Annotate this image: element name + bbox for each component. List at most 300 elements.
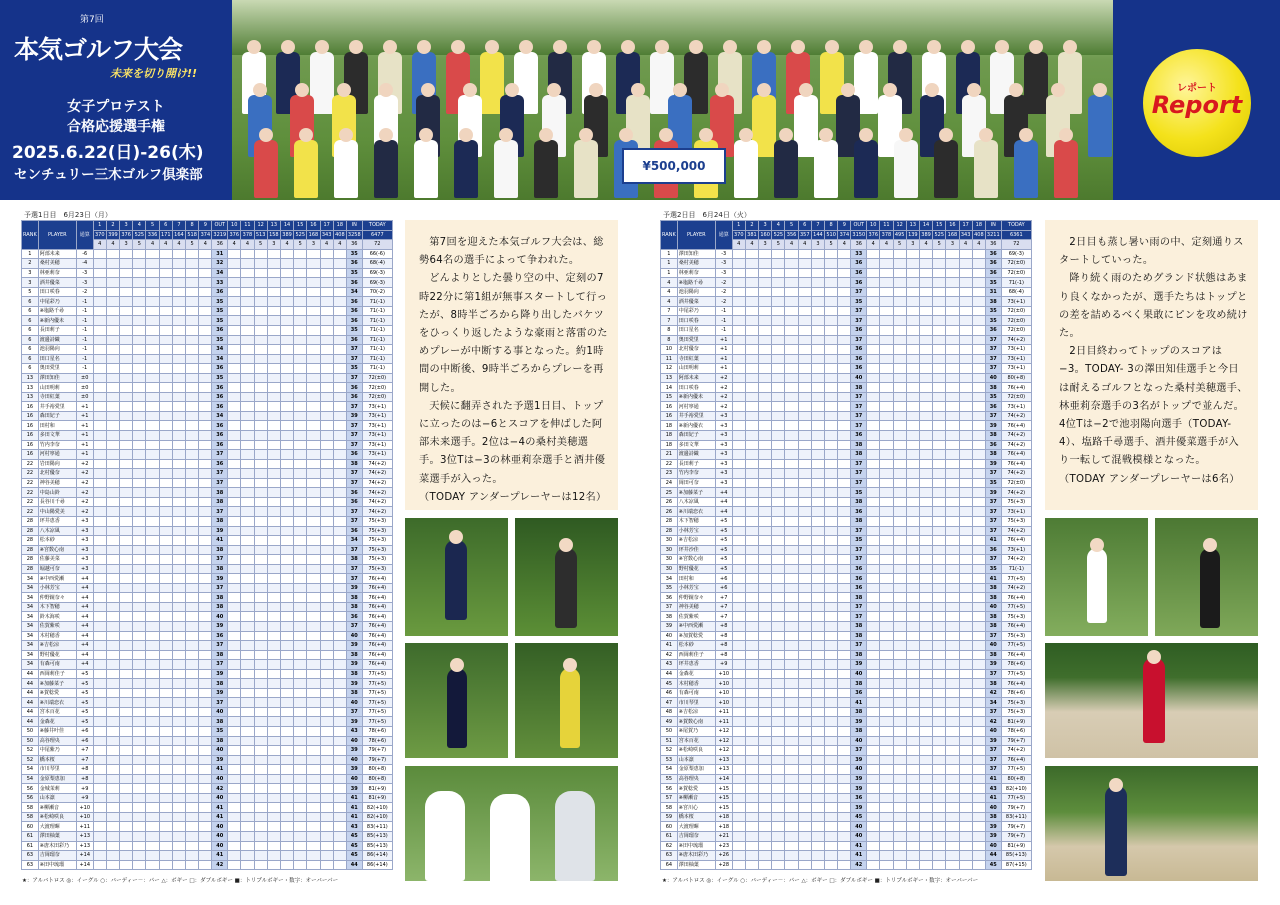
table-cell [880,803,893,813]
table-cell [759,450,772,460]
table-cell [732,345,745,355]
table-cell [320,383,333,393]
table-cell: 40 [212,793,228,803]
table-cell [825,507,838,517]
score-row [22,707,393,717]
table-cell [106,583,119,593]
table-cell [199,411,212,421]
table-cell: 5 [254,240,267,250]
table-cell: 374 [200,231,211,238]
table-cell [146,784,159,794]
table-cell: ※唐木田彩乃 [677,851,715,861]
table-cell [120,774,133,784]
table-cell: 43 [661,660,678,670]
table-cell [241,431,254,441]
table-cell: 金原梨恵加 [677,765,715,775]
player-head [961,40,975,54]
table-cell: +5 [76,717,93,727]
table-cell [241,679,254,689]
table-cell [745,316,758,326]
table-cell: IN [985,221,1001,231]
table-cell [133,516,146,526]
table-cell: 41 [212,812,228,822]
table-cell [972,774,985,784]
table-cell [133,555,146,565]
player-header: PLAYER [38,221,76,250]
player-head [883,83,897,97]
table-cell [959,602,972,612]
table-cell [280,851,293,861]
table-cell: 71(-1) [362,297,392,307]
table-cell [241,593,254,603]
table-cell: 36 [985,240,1001,250]
table-cell [146,345,159,355]
table-cell [199,383,212,393]
table-cell [759,660,772,670]
table-cell [906,421,919,431]
table-cell [838,249,851,259]
table-cell [785,431,798,441]
table-cell: 市川琴里 [38,765,76,775]
table-cell [307,411,320,421]
table-cell: 75(+3) [362,516,392,526]
table-cell [838,860,851,870]
table-cell [880,421,893,431]
table-cell [241,726,254,736]
table-cell: +2 [76,507,93,517]
table-cell [254,287,267,297]
table-cell [241,536,254,546]
table-cell [254,688,267,698]
table-cell [759,354,772,364]
table-cell [254,746,267,756]
table-cell [933,669,946,679]
table-cell [106,259,119,269]
table-cell [146,621,159,631]
table-cell [732,832,745,842]
table-cell [241,440,254,450]
table-cell [294,421,307,431]
score-row [22,373,393,383]
player-head [1029,40,1043,54]
table-cell [159,746,172,756]
table-cell: 9 [199,221,212,231]
table-cell [759,774,772,784]
table-cell [133,345,146,355]
table-cell [745,803,758,813]
table-cell [267,411,280,421]
table-cell [838,574,851,584]
table-cell [106,268,119,278]
table-cell [745,574,758,584]
table-cell [946,392,959,402]
table-cell [294,803,307,813]
table-cell [798,326,811,336]
table-cell [893,364,906,374]
player-figure [574,140,598,198]
table-cell: 12 [254,221,267,231]
table-cell [785,259,798,269]
table-cell [933,822,946,832]
logo-title: 本気ゴルフ大会 [14,35,183,64]
table-cell [798,679,811,689]
table-cell [946,851,959,861]
table-cell [838,507,851,517]
table-cell [120,755,133,765]
table-cell [880,832,893,842]
table-cell [745,545,758,555]
table-cell [893,650,906,660]
table-cell: 73(+1) [362,402,392,412]
table-cell [120,851,133,861]
table-cell [893,612,906,622]
table-cell [254,297,267,307]
table-cell [172,717,185,727]
table-cell [867,717,880,727]
table-cell: 39 [985,822,1001,832]
table-cell [867,373,880,383]
table-cell [333,278,346,288]
table-cell [825,249,838,259]
table-cell [959,851,972,861]
table-cell [172,469,185,479]
table-cell [867,354,880,364]
table-cell [186,268,199,278]
table-cell: 389 [921,231,931,238]
table-cell: 39 [661,621,678,631]
table-cell [972,287,985,297]
table-cell [759,621,772,631]
table-cell [893,402,906,412]
table-cell [267,612,280,622]
table-cell [146,497,159,507]
table-cell [307,574,320,584]
table-cell [972,545,985,555]
player-head [253,83,267,97]
table-cell [772,278,785,288]
table-cell [798,297,811,307]
table-cell [172,746,185,756]
table-cell [199,306,212,316]
score-row [22,793,393,803]
table-cell [893,316,906,326]
table-cell [838,698,851,708]
table-cell: 30 [661,545,678,555]
table-cell [106,249,119,259]
table-cell: ※新内優未 [677,392,715,402]
table-cell [880,488,893,498]
table-cell [785,631,798,641]
score-row [22,526,393,536]
table-cell [333,669,346,679]
table-cell [320,488,333,498]
table-cell: 381 [747,231,757,238]
table-cell [146,660,159,670]
table-cell [772,574,785,584]
table-cell: 79(+7) [362,746,392,756]
table-cell [946,478,959,488]
table-cell [333,612,346,622]
table-cell [972,249,985,259]
day1-article [405,220,618,510]
table-cell [106,516,119,526]
table-cell [772,698,785,708]
table-cell [267,774,280,784]
table-cell: 71(-1) [1001,564,1031,574]
table-cell: 37 [661,602,678,612]
table-cell [759,488,772,498]
table-cell [199,335,212,345]
table-cell: 72 [1001,240,1031,250]
table-cell [280,803,293,813]
table-cell [93,278,106,288]
table-cell [199,469,212,479]
table-cell [186,583,199,593]
table-cell [759,478,772,488]
table-cell [745,755,758,765]
table-cell [798,841,811,851]
table-cell: 79(+7) [1001,832,1031,842]
player-figure [974,140,998,198]
score-row [661,431,1032,441]
table-cell [159,774,172,784]
table-cell [294,411,307,421]
table-cell [186,602,199,612]
table-cell [307,431,320,441]
table-cell [732,793,745,803]
table-cell [307,746,320,756]
table-cell [159,574,172,584]
table-cell [320,469,333,479]
table-cell [893,698,906,708]
table-cell: 525 [134,231,145,238]
table-cell: +11 [76,822,93,832]
table-cell [732,469,745,479]
table-cell [880,316,893,326]
table-cell [320,765,333,775]
score-row [22,812,393,822]
table-cell [320,555,333,565]
table-cell [333,316,346,326]
table-cell [120,679,133,689]
table-cell [133,316,146,326]
table-cell [906,278,919,288]
table-cell: 80(+8) [1001,774,1031,784]
table-cell: +13 [76,841,93,851]
table-cell [254,774,267,784]
table-cell [159,812,172,822]
table-cell [745,536,758,546]
player-figure [294,140,318,198]
table-cell [785,249,798,259]
table-cell [146,545,159,555]
table-cell [838,478,851,488]
table-cell [906,736,919,746]
table-cell [254,583,267,593]
table-cell: 38 [212,497,228,507]
table-cell [893,832,906,842]
table-cell [838,316,851,326]
table-cell [893,593,906,603]
table-cell [254,574,267,584]
table-cell [294,488,307,498]
score-row [22,345,393,355]
table-cell: 55 [661,774,678,784]
table-cell [933,841,946,851]
table-cell: +1 [76,411,93,421]
table-cell: -2 [76,287,93,297]
table-cell [133,545,146,555]
table-cell [946,650,959,660]
table-cell [893,841,906,851]
table-cell [159,402,172,412]
table-cell [106,450,119,460]
table-cell [906,822,919,832]
table-cell [146,516,159,526]
table-cell [972,345,985,355]
table-cell [759,373,772,383]
table-cell [933,612,946,622]
table-cell [880,669,893,679]
table-cell [906,497,919,507]
table-cell: 56 [22,793,39,803]
table-cell [906,841,919,851]
table-cell: 宮本百花 [677,736,715,746]
table-cell [838,650,851,660]
table-cell [172,602,185,612]
table-cell: 3 [946,240,959,250]
table-cell: 54 [22,765,39,775]
table-cell: +10 [715,688,732,698]
player-photo [1045,766,1258,881]
score-row [661,326,1032,336]
table-cell: 76(+4) [362,612,392,622]
table-cell [880,392,893,402]
table-cell [906,860,919,870]
table-cell [267,698,280,708]
table-cell: 中島山鈴 [38,488,76,498]
table-cell [785,621,798,631]
table-cell: +6 [715,574,732,584]
table-cell [241,631,254,641]
table-cell [186,297,199,307]
table-cell [186,440,199,450]
table-cell [906,268,919,278]
table-cell [825,602,838,612]
table-cell [172,354,185,364]
table-cell: +10 [715,679,732,689]
table-cell [320,268,333,278]
score-row [661,297,1032,307]
table-cell: 吉岡瑠奈 [38,851,76,861]
table-cell [838,497,851,507]
table-cell [320,851,333,861]
table-cell [333,746,346,756]
table-cell: 75(+3) [362,526,392,536]
table-cell: 34 [346,536,362,546]
table-cell [880,326,893,336]
table-cell [919,326,932,336]
table-cell [146,469,159,479]
table-cell [893,707,906,717]
table-cell [867,812,880,822]
table-cell: 43 [985,784,1001,794]
table-cell [172,249,185,259]
table-cell [906,698,919,708]
score-row [22,755,393,765]
table-cell [798,851,811,861]
table-cell [159,612,172,622]
table-cell: 39 [212,688,228,698]
table-cell: 336 [147,231,158,238]
table-cell: 40 [985,803,1001,813]
player-figure [734,140,758,198]
table-cell: -1 [715,316,732,326]
table-cell [241,774,254,784]
table-cell [186,669,199,679]
table-cell [186,631,199,641]
table-cell [772,822,785,832]
table-cell [106,354,119,364]
table-cell [759,717,772,727]
table-cell [785,803,798,813]
table-cell [811,851,824,861]
table-cell: 澤田柚葉 [677,860,715,870]
table-cell [919,679,932,689]
table-cell [186,345,199,355]
table-cell [120,478,133,488]
table-cell: 36 [212,421,228,431]
table-cell [186,641,199,651]
table-cell [867,631,880,641]
table-cell: 39 [851,803,867,813]
table-cell [133,621,146,631]
table-cell: 中尾彩乃 [677,306,715,316]
table-cell [241,841,254,851]
table-cell [159,306,172,316]
table-cell [159,249,172,259]
table-cell: 36 [985,326,1001,336]
table-cell [811,812,824,822]
table-cell [120,746,133,756]
table-cell: 2 [106,221,119,231]
table-cell [254,536,267,546]
table-cell [333,784,346,794]
table-cell [333,421,346,431]
table-cell: 37 [985,507,1001,517]
table-cell: 36 [985,249,1001,259]
table-cell [254,497,267,507]
player-head [505,83,519,97]
table-cell [106,832,119,842]
table-cell [133,402,146,412]
table-cell [946,516,959,526]
table-cell [120,440,133,450]
table-cell: 37 [346,564,362,574]
table-cell [959,812,972,822]
table-cell [798,268,811,278]
table-cell [785,583,798,593]
table-cell [972,431,985,441]
table-cell [772,469,785,479]
table-cell [798,392,811,402]
table-cell [280,383,293,393]
score-row [661,602,1032,612]
table-cell: 376 [868,231,878,238]
table-cell [825,545,838,555]
table-cell [772,316,785,326]
table-cell [294,841,307,851]
